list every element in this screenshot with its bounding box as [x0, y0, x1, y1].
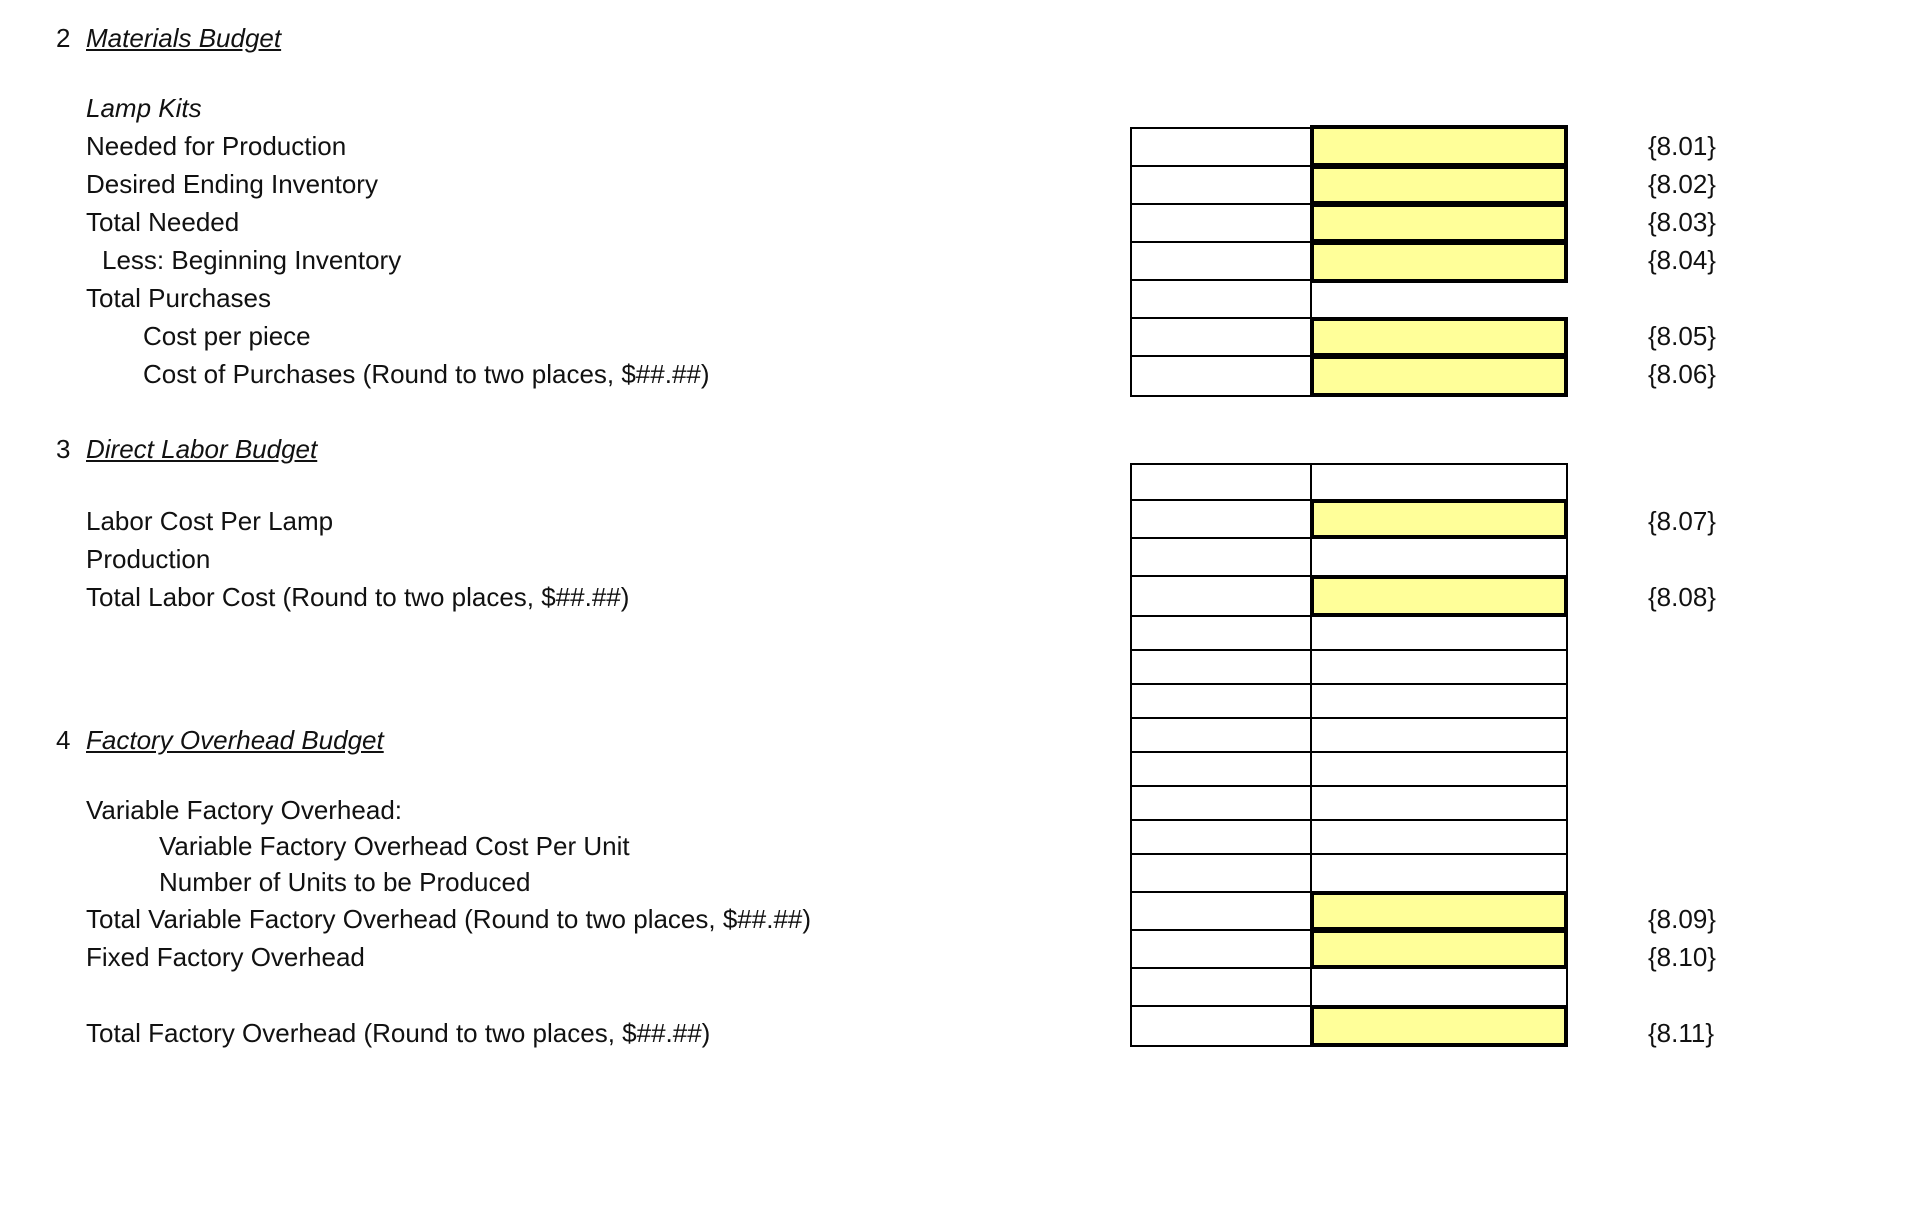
input-8-03[interactable] [1310, 203, 1568, 243]
ref-8-09: {8.09} [1648, 904, 1716, 934]
input-8-02[interactable] [1310, 165, 1568, 205]
blank-cell [1130, 355, 1312, 397]
blank-cell [1130, 279, 1312, 319]
blank-cell [1310, 751, 1568, 787]
label-labor-cost-per-lamp: Labor Cost Per Lamp [86, 506, 334, 536]
label-variable-overhead-cost-per-unit: Variable Factory Overhead Cost Per Unit [159, 831, 630, 861]
input-8-09[interactable] [1310, 891, 1568, 931]
blank-cell [1130, 165, 1312, 205]
blank-cell [1130, 819, 1312, 855]
blank-cell [1130, 127, 1312, 167]
label-production: Production [86, 544, 211, 574]
blank-cell [1310, 785, 1568, 821]
ref-8-02: {8.02} [1648, 169, 1716, 199]
label-fixed-factory-overhead: Fixed Factory Overhead [86, 942, 365, 972]
blank-cell [1130, 537, 1312, 577]
blank-cell [1130, 967, 1312, 1007]
blank-cell [1130, 929, 1312, 969]
section-number-materials: 2 [56, 23, 71, 53]
blank-cell [1130, 751, 1312, 787]
blank-cell [1310, 537, 1568, 577]
label-variable-factory-overhead: Variable Factory Overhead: [86, 795, 402, 825]
input-8-05[interactable] [1310, 317, 1568, 357]
blank-cell [1310, 615, 1568, 651]
label-needed-for-production: Needed for Production [86, 131, 347, 161]
blank-cell [1310, 649, 1568, 685]
section-title-labor: Direct Labor Budget [86, 434, 318, 464]
ref-8-01: {8.01} [1648, 131, 1716, 161]
label-total-purchases: Total Purchases [86, 283, 271, 313]
ref-8-06: {8.06} [1648, 359, 1716, 389]
ref-8-05: {8.05} [1648, 321, 1716, 351]
blank-cell [1130, 785, 1312, 821]
blank-cell [1130, 683, 1312, 719]
blank-cell [1130, 241, 1312, 281]
blank-cell [1130, 499, 1312, 539]
blank-cell [1130, 317, 1312, 357]
label-total-labor-cost: Total Labor Cost (Round to two places, $##.##) [86, 582, 630, 612]
blank-cell [1130, 575, 1312, 617]
label-less-beginning-inventory: Less: Beginning Inventory [102, 245, 402, 275]
blank-cell [1130, 615, 1312, 651]
ref-8-07: {8.07} [1648, 506, 1716, 536]
blank-cell [1310, 819, 1568, 855]
ref-8-08: {8.08} [1648, 582, 1716, 612]
label-total-factory-overhead: Total Factory Overhead (Round to two places, $##.##) [86, 1018, 711, 1048]
label-cost-per-piece: Cost per piece [143, 321, 311, 351]
input-8-06[interactable] [1310, 355, 1568, 397]
blank-cell [1310, 967, 1568, 1007]
label-desired-ending-inventory: Desired Ending Inventory [86, 169, 378, 199]
input-8-10[interactable] [1310, 929, 1568, 969]
section-number-overhead: 4 [56, 725, 71, 755]
blank-cell [1310, 853, 1568, 893]
input-8-08[interactable] [1310, 575, 1568, 617]
section-title-materials: Materials Budget [86, 23, 282, 53]
section-title-overhead: Factory Overhead Budget [86, 725, 384, 755]
blank-cell [1130, 203, 1312, 243]
label-total-needed: Total Needed [86, 207, 240, 237]
label-total-variable-factory-overhead: Total Variable Factory Overhead (Round to two places, $##.##) [86, 904, 812, 934]
ref-8-04: {8.04} [1648, 245, 1716, 275]
blank-cell [1130, 891, 1312, 931]
section-number-labor: 3 [56, 434, 71, 464]
input-8-01[interactable] [1310, 125, 1568, 167]
input-8-11[interactable] [1310, 1005, 1568, 1047]
label-cost-of-purchases: Cost of Purchases (Round to two places, $##.##) [143, 359, 710, 389]
subtitle-lamp-kits: Lamp Kits [86, 93, 202, 123]
label-units-to-be-produced: Number of Units to be Produced [159, 867, 531, 897]
blank-cell [1310, 717, 1568, 753]
input-8-04[interactable] [1310, 241, 1568, 283]
blank-cell [1310, 463, 1568, 501]
blank-cell [1310, 683, 1568, 719]
blank-cell [1130, 649, 1312, 685]
ref-8-11: {8.11} [1648, 1018, 1715, 1048]
ref-8-03: {8.03} [1648, 207, 1716, 237]
blank-cell [1130, 853, 1312, 893]
ref-8-10: {8.10} [1648, 942, 1716, 972]
blank-cell [1130, 463, 1312, 501]
blank-cell [1130, 717, 1312, 753]
blank-cell [1130, 1005, 1312, 1047]
input-8-07[interactable] [1310, 499, 1568, 539]
